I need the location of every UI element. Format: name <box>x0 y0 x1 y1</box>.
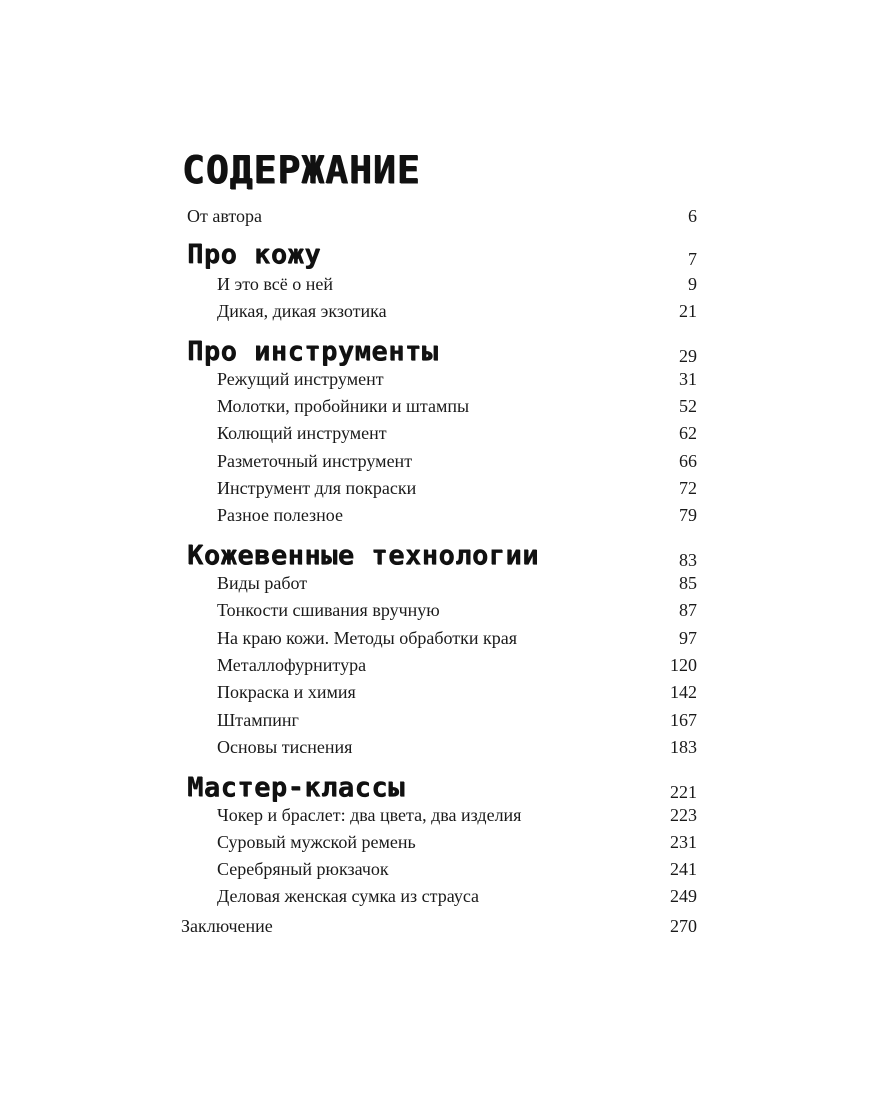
toc-page-number: 7 <box>688 249 697 269</box>
page-title: СОДЕРЖАНИЕ <box>182 148 421 192</box>
toc-section-title: Мастер-классы <box>187 772 405 803</box>
toc-page-number: 85 <box>679 573 697 593</box>
toc-entry-row <box>0 710 887 738</box>
toc-entry-row <box>0 206 887 234</box>
toc-section-title: Кожевенные технологии <box>187 540 539 571</box>
toc-entry-title: От автора <box>187 206 263 226</box>
toc-page-number: 83 <box>679 550 697 570</box>
toc-entry-title: Суровый мужской ремень <box>217 832 416 852</box>
toc-entry-row <box>0 682 887 710</box>
toc-entry-title: Заключение <box>181 916 273 936</box>
toc-page-number: 62 <box>679 423 697 443</box>
toc-page-number: 183 <box>670 737 697 757</box>
toc-entry-row <box>0 396 887 424</box>
toc-entry-title: И это всё о ней <box>217 274 333 294</box>
toc-entry-row <box>0 655 887 683</box>
toc-entry-row <box>0 628 887 656</box>
toc-entry-row <box>0 301 887 329</box>
toc-entry-title: Основы тиснения <box>217 737 353 757</box>
toc-entry-title: Тонкости сшивания вручную <box>217 600 440 620</box>
toc-page-number: 29 <box>679 346 697 366</box>
toc-section-title: Про кожу <box>187 239 322 270</box>
toc-page-number: 241 <box>670 859 697 879</box>
toc-page-number: 31 <box>679 369 697 389</box>
toc-entry-title: Штампинг <box>217 710 299 730</box>
toc-page-number: 120 <box>670 655 697 675</box>
toc-entry-title: На краю кожи. Методы обработки края <box>217 628 518 648</box>
toc-page-number: 87 <box>679 600 697 620</box>
toc-page-number: 231 <box>670 832 697 852</box>
toc-entry-title: Молотки, пробойники и штампы <box>217 396 470 416</box>
toc-entry-row <box>0 832 887 860</box>
toc-section-row <box>0 239 887 270</box>
toc-section-row <box>0 336 887 367</box>
toc-entry-row <box>0 505 887 533</box>
toc-entry-row <box>0 451 887 479</box>
toc-page-number: 142 <box>670 682 697 702</box>
toc-entry-title: Виды работ <box>217 573 308 593</box>
toc-page-number: 249 <box>670 886 697 906</box>
toc-entry-title: Деловая женская сумка из страуса <box>217 886 480 906</box>
toc-entry-row <box>0 600 887 628</box>
toc-entry-row <box>0 886 887 914</box>
toc-page-number: 52 <box>679 396 697 416</box>
toc-entry-row <box>0 478 887 506</box>
toc-page-number: 167 <box>670 710 697 730</box>
toc-entry-title: Металлофурнитура <box>217 655 367 675</box>
toc-section-title: Про инструменты <box>187 336 439 367</box>
toc-entry-row <box>0 916 887 944</box>
toc-section-row <box>0 540 887 571</box>
toc-page-number: 72 <box>679 478 697 498</box>
toc-page-number: 223 <box>670 805 697 825</box>
toc-entry-title: Чокер и браслет: два цвета, два изделия <box>217 805 522 825</box>
toc-page-number: 270 <box>670 916 697 936</box>
toc-entry-title: Серебряный рюкзачок <box>217 859 389 879</box>
toc-page-number: 21 <box>679 301 697 321</box>
toc-entry-title: Разметочный инструмент <box>217 451 413 471</box>
toc-entry-row <box>0 274 887 302</box>
toc-entry-row <box>0 859 887 887</box>
toc-entry-title: Покраска и химия <box>217 682 356 702</box>
toc-entry-row <box>0 805 887 833</box>
toc-entry-row <box>0 369 887 397</box>
toc-entry-row <box>0 573 887 601</box>
toc-entry-title: Колющий инструмент <box>217 423 387 443</box>
toc-page-number: 66 <box>679 451 697 471</box>
toc-page-number: 97 <box>679 628 697 648</box>
toc-page-number: 79 <box>679 505 697 525</box>
toc-entry-title: Инструмент для покраски <box>217 478 417 498</box>
toc-page-number: 9 <box>688 274 697 294</box>
toc-entry-title: Дикая, дикая экзотика <box>217 301 387 321</box>
toc-page-number: 6 <box>688 206 697 226</box>
toc-entry-row <box>0 423 887 451</box>
toc-entry-row <box>0 737 887 765</box>
toc-entry-title: Разное полезное <box>217 505 343 525</box>
toc-page-number: 221 <box>670 782 697 802</box>
toc-section-row <box>0 772 887 803</box>
toc-entry-title: Режущий инструмент <box>217 369 384 389</box>
